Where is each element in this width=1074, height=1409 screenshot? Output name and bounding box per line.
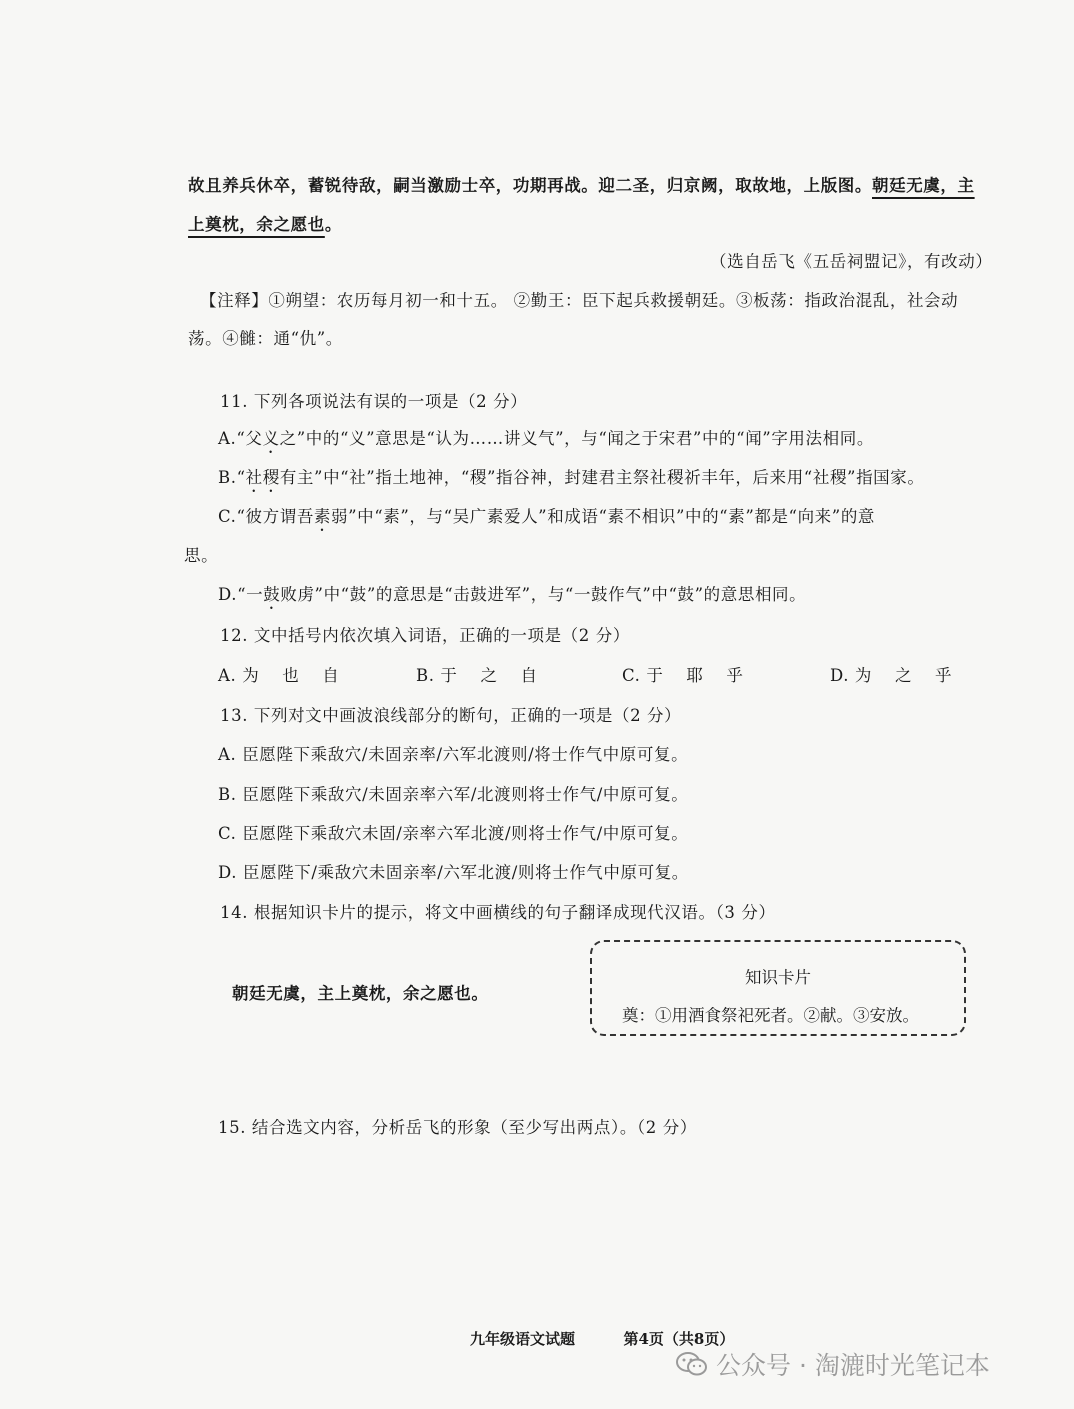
q11-option-a	[218, 425, 874, 457]
q14-stem: 14. 根据知识卡片的提示，将文中画横线的句子翻译成现代汉语。（3 分）	[220, 903, 776, 922]
underlined-sentence-part-2: 上奠枕，余之愿也	[188, 215, 325, 234]
q11-c-text: C.“彼方谓吾	[218, 507, 314, 526]
knowledge-card-body: 奠：①用酒食祭祀死者。②献。③安放。	[622, 1006, 919, 1025]
q11-c-dotted: 素	[313, 507, 332, 526]
passage-line-1	[188, 172, 975, 196]
footer-title: 九年级语文试题	[470, 1330, 576, 1348]
knowledge-card	[590, 940, 966, 1036]
q11-b-dotted-2: 稷	[262, 468, 280, 487]
q11-stem: 11. 下列各项说法有误的一项是（2 分）	[220, 392, 528, 411]
q11-option-d	[218, 581, 806, 613]
q11-d-text: D.“一	[218, 585, 264, 604]
q13-option-b: B. 臣愿陛下乘敌穴/未固亲率六军/北渡则将士作气/中原可复。	[218, 785, 689, 804]
q11-a-text-2: 之”中的“义”意思是“认为……讲义气”，与“闻之于宋君”中的“闻”字用法相同。	[279, 429, 874, 448]
underlined-sentence-part-1: 朝廷无虞，主	[872, 176, 975, 195]
passage-line-2	[188, 211, 342, 235]
q11-c-text-2: 弱”中“素”，与“吴广素爱人”和成语“素不相识”中的“素”都是“向来”的意	[331, 507, 876, 526]
passage-end: 。	[324, 215, 342, 234]
passage-source: （选自岳飞《五岳祠盟记》，有改动）	[710, 252, 993, 271]
q11-option-c	[218, 503, 875, 535]
wechat-icon	[676, 1351, 708, 1377]
q12-stem: 12. 文中括号内依次填入词语，正确的一项是（2 分）	[220, 626, 630, 645]
q11-a-text: A.“父	[218, 429, 263, 448]
q11-b-text-2: 有主”中“社”指土地神，“稷”指谷神，封建君主祭社稷祈丰年，后来用“社稷”指国家。	[279, 468, 925, 487]
passage-text: 故且养兵休卒，蓄锐待敌，嗣当激励士卒，功期再战。迎二圣，归京阙，取故地，上版图。	[188, 176, 872, 195]
q11-d-dotted: 鼓	[263, 585, 281, 604]
notes-line-2: 荡。④雠：通“仇”。	[188, 329, 343, 348]
q13-stem: 13. 下列对文中画波浪线部分的断句，正确的一项是（2 分）	[220, 706, 682, 725]
q13-option-a: A. 臣愿陛下乘敌穴/未固亲率/六军北渡则/将士作气中原可复。	[218, 745, 689, 764]
q13-option-d: D. 臣愿陛下/乘敌穴未固亲率/六军北渡/则将士作气中原可复。	[218, 863, 689, 882]
q11-a-dotted: 义	[262, 429, 280, 448]
q14-sentence: 朝廷无虞，主上奠枕，余之愿也。	[232, 984, 489, 1003]
watermark-text: 公众号 · 淘漉时光笔记本	[716, 1351, 990, 1380]
q12-option-c: C. 于 耶 乎	[622, 666, 744, 685]
q12-option-d: D. 为 之 乎	[830, 666, 953, 685]
knowledge-card-title: 知识卡片	[745, 968, 811, 987]
q11-option-c-line-2: 思。	[184, 546, 219, 565]
q13-option-c: C. 臣愿陛下乘敌穴未固/亲率六军北渡/则将士作气/中原可复。	[218, 824, 689, 843]
notes-line-1: 【注释】①朔望：农历每月初一和十五。 ②勤王：臣下起兵救援朝廷。③板荡：指政治混乱，社会动	[200, 291, 959, 310]
q15-stem: 15. 结合选文内容，分析岳飞的形象（至少写出两点）。（2 分）	[218, 1118, 697, 1137]
wechat-watermark	[676, 1346, 990, 1382]
footer-page-number: 第4页（共8页）	[623, 1330, 735, 1348]
q12-option-b: B. 于 之 自	[416, 666, 538, 685]
q11-d-text-2: 败虏”中“鼓”的意思是“击鼓进军”，与“一鼓作气”中“鼓”的意思相同。	[280, 585, 807, 604]
q11-b-dotted-1: 社	[245, 468, 263, 487]
q11-b-text: B.“	[218, 468, 246, 487]
q12-option-a: A. 为 也 自	[218, 666, 340, 685]
q11-option-b	[218, 464, 924, 496]
